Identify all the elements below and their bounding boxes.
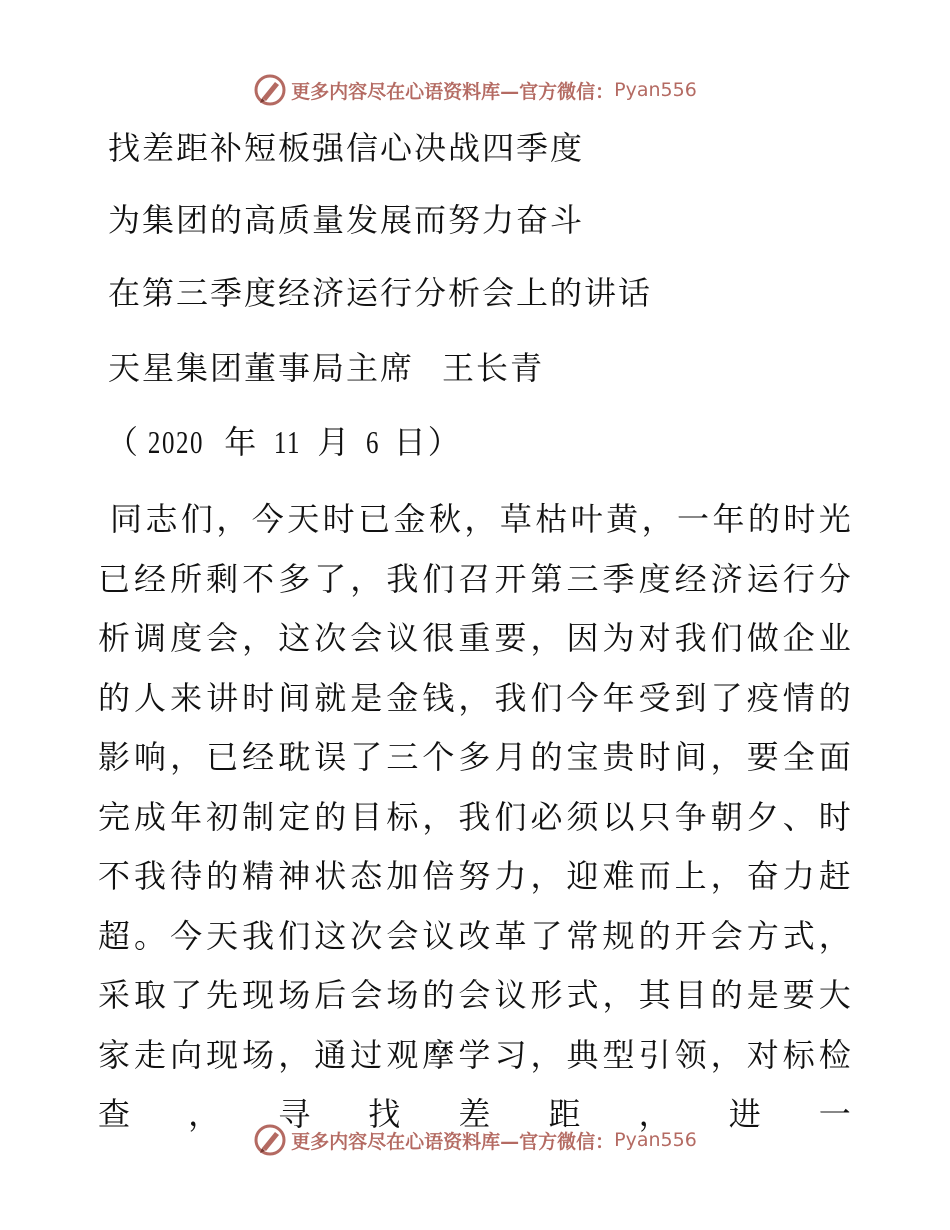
footer-watermark-banner [0, 1120, 950, 1160]
title-line-1: 找差距补短板强信心决战四季度 [108, 129, 585, 167]
date-day: 6 [365, 424, 380, 460]
banner-wechat-id: Pyan556 [614, 1129, 697, 1151]
banner-text: 更多内容尽在心语资料库—官方微信： [291, 80, 615, 103]
date-year: 2020 [147, 424, 205, 460]
speaker-name: 王长青 [442, 349, 545, 387]
date-year-unit: 年 [212, 423, 271, 461]
speaker-org: 天星集团董事局主席 [108, 349, 415, 387]
date-day-unit: 日 [381, 423, 428, 461]
banner-text: 更多内容尽在心语资料库—官方微信： [291, 1130, 615, 1153]
date-open-paren: （ [106, 423, 141, 461]
banner-wechat-id: Pyan556 [614, 79, 697, 101]
pen-circle-logo-icon [253, 73, 287, 107]
date-month-unit: 月 [305, 423, 364, 461]
speech-date [106, 422, 462, 462]
date-close-paren: ） [427, 423, 462, 461]
speaker-line [108, 348, 544, 388]
title-line-3: 在第三季度经济运行分析会上的讲话 [108, 274, 653, 312]
title-line-2: 为集团的高质量发展而努力奋斗 [108, 201, 585, 239]
speech-paragraph: 同志们，今天时已金秋，草枯叶黄，一年的时光已经所剩不多了，我们召开第三季度经济运行分析调度会，这次会议很重要，因为对我们做企业的人来讲时间就是金钱，我们今年受到了疫情的影响，已经耽误了三个多月的宝贵时间，要全面完成年初制定的目标，我们必须以只争朝夕、时不我待的精神状态加倍努力，迎难而上，奋力赶超。今天我们这次会议改革了常规的开会方式，采取了先现场后会场的会议形式，其目的是要大家走向现场，通过观摩学习，典型引领，对标检查，寻找差距，进一 [98, 500, 854, 1133]
pen-circle-logo-icon [253, 1123, 287, 1157]
date-month: 11 [274, 424, 302, 460]
header-watermark-banner [0, 70, 950, 110]
